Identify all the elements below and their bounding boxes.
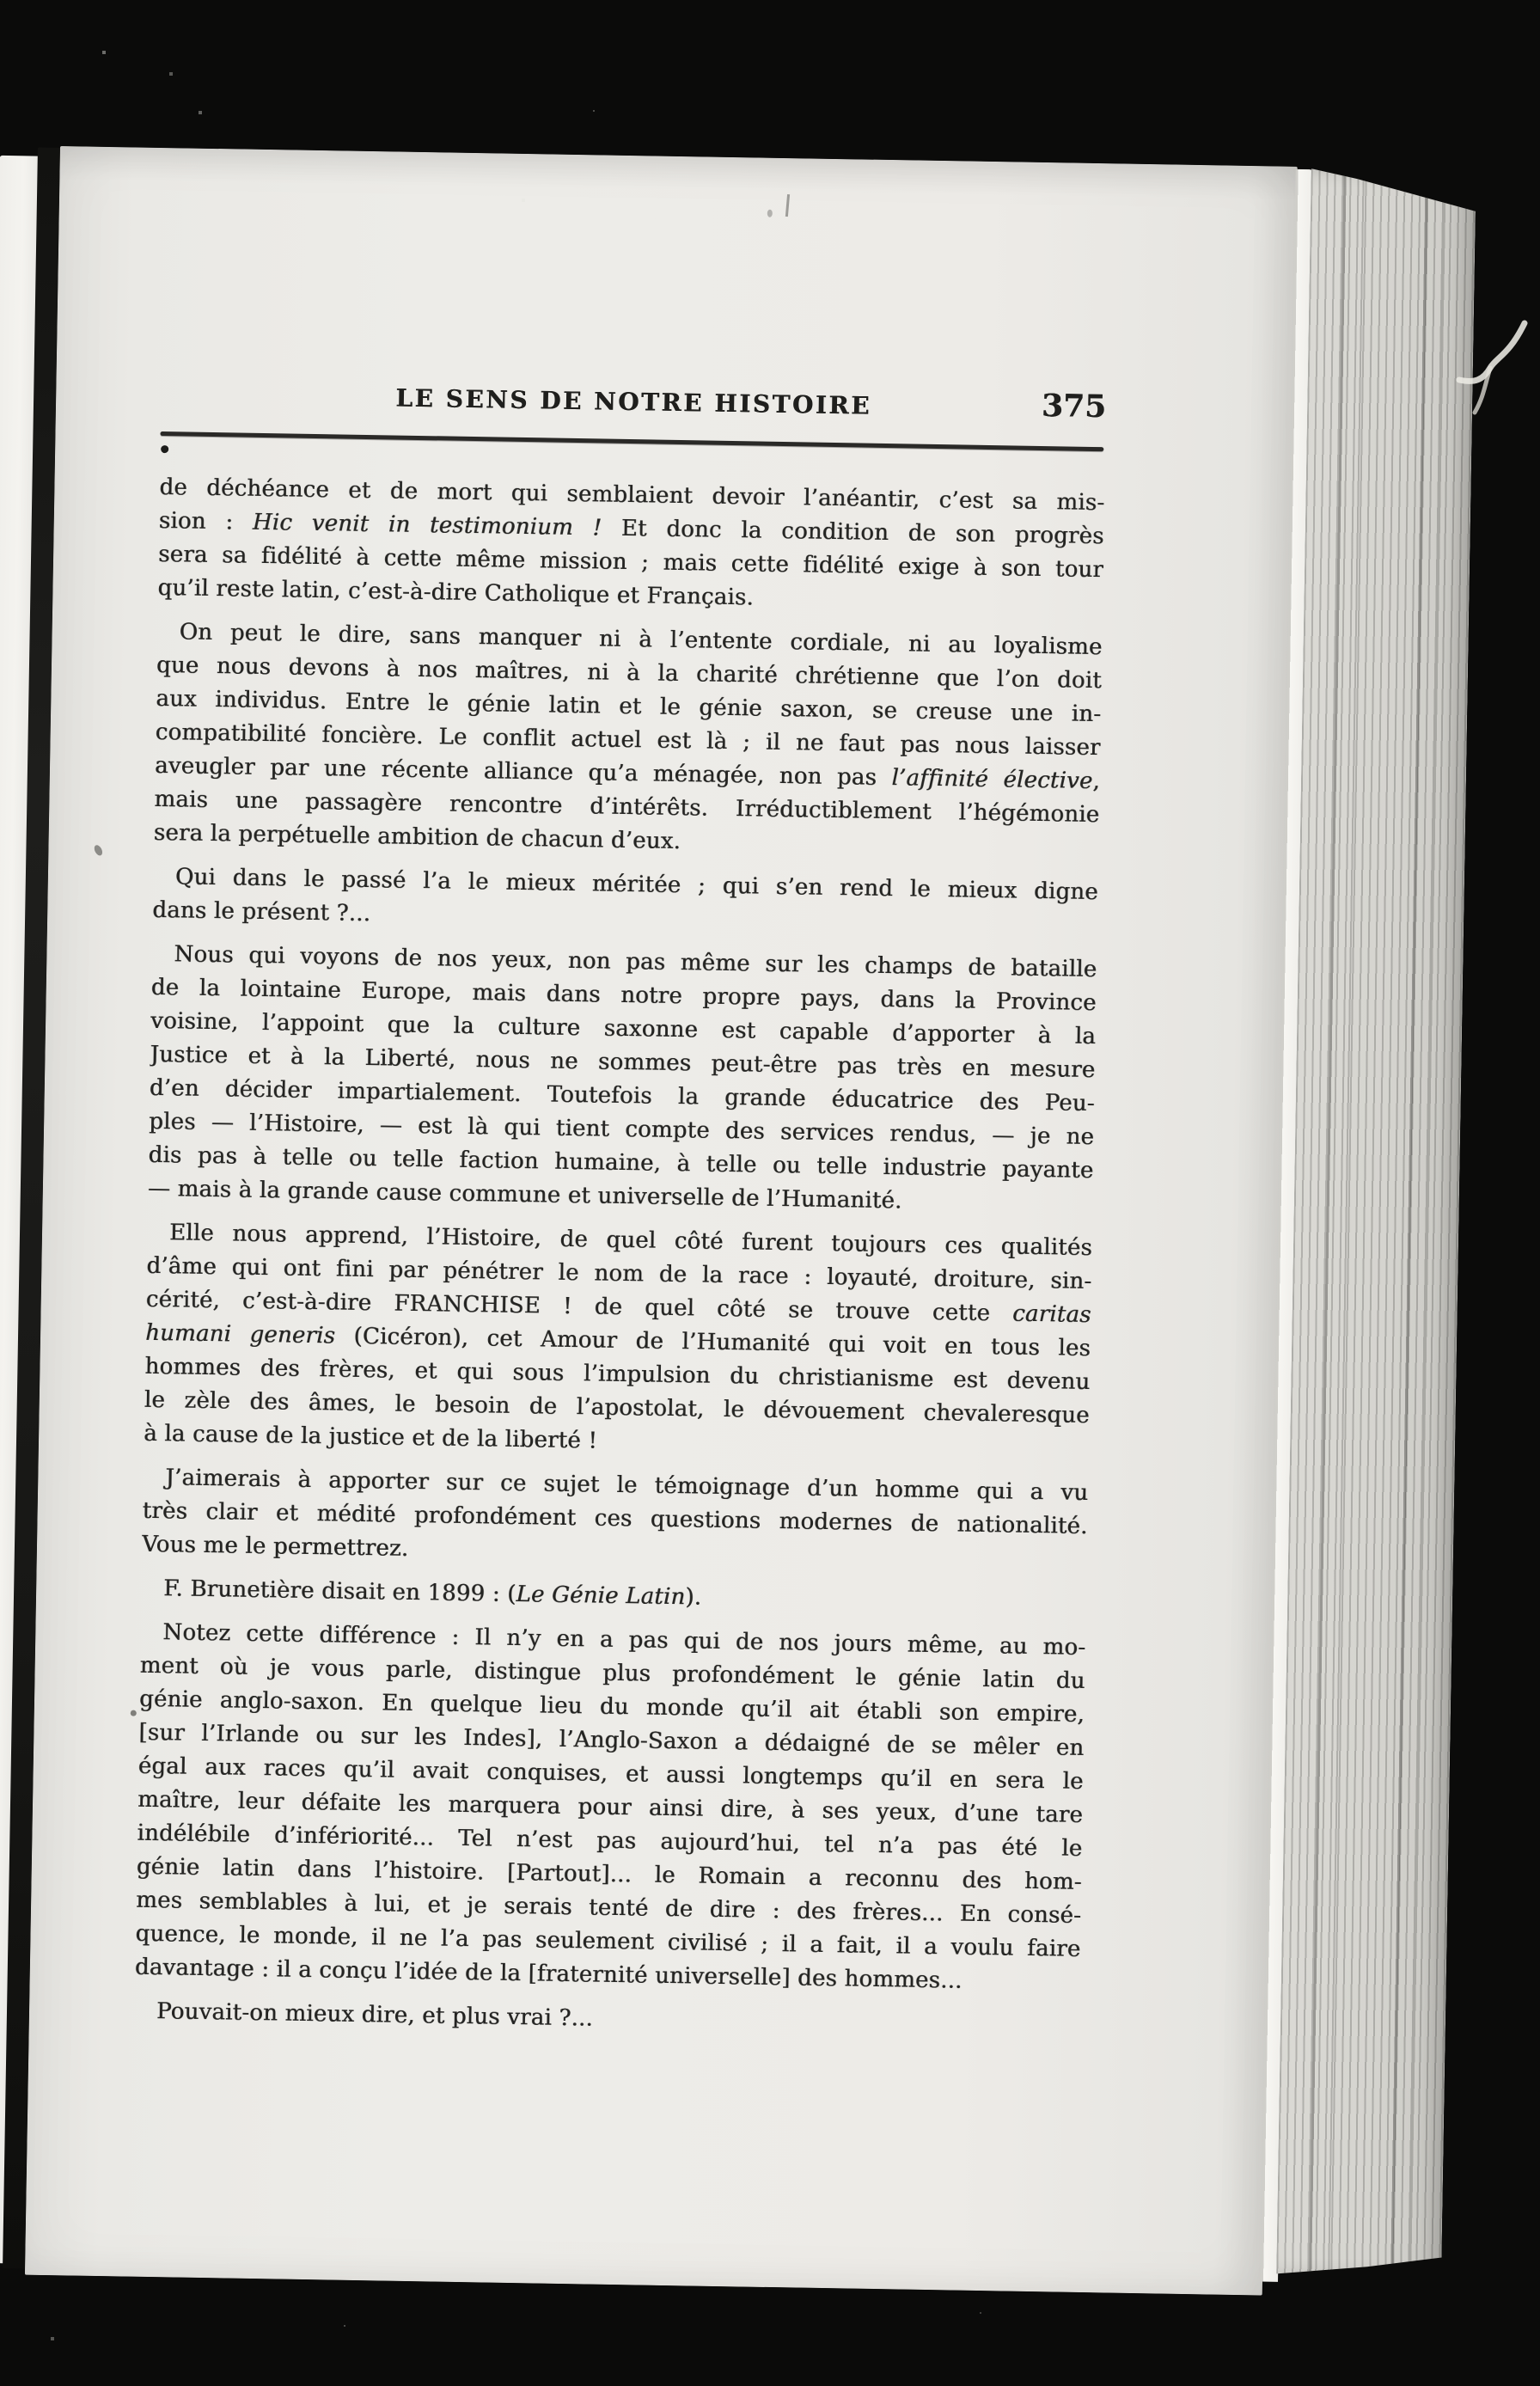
text-run: sera sa fidélité à cette même mission ; mais cette fidélité exige à son tour: [157, 541, 1104, 584]
text-run: le zèle des âmes, le besoin de l’apostolat, le dévouement chevaleresque: [144, 1386, 1090, 1429]
text-run: de déchéance et de mort qui semblaient devoir l’anéantir, c’est sa mis-: [159, 474, 1105, 517]
text-run: quence, le monde, il ne l’a pas seulement civilisé ; il a fait, il a voulu faire: [135, 1920, 1081, 1962]
paragraph: [134, 1995, 1079, 2044]
scan-artifact: [785, 194, 790, 217]
text-run: Pouvait-on mieux dire, et plus vrai ?...: [156, 1998, 594, 2032]
text-run: Justice et à la Liberté, nous ne sommes peut-être pas très en mesure: [150, 1041, 1096, 1084]
text-run: compatibilité foncière. Le conflit actuel est là ; il ne faut pas nous laisser: [155, 719, 1101, 762]
text-run: qu’il reste latin, c’est-à-dire Catholique et Français.: [157, 574, 755, 611]
paper-fiber: [1449, 316, 1531, 419]
paragraph: [142, 1461, 1089, 1577]
text-run: mais une passagère rencontre d’intérêts. Irréductiblement l’hégémonie: [154, 786, 1100, 829]
text-run: indélébile d’infériorité... Tel n’est pas aujourd’hui, tel n’a pas été le: [137, 1820, 1083, 1862]
page-number: 375: [1041, 387, 1107, 425]
italic-text-run: caritas: [1011, 1300, 1091, 1329]
text-run: Elle nous apprend, l’Histoire, de quel côté furent toujours ces qualités: [168, 1220, 1093, 1262]
text-run: maître, leur défaite les marquera pour ainsi dire, à ses yeux, d’une tare: [137, 1786, 1084, 1828]
text-run: Notez cette différence : Il n’y en a pas qui de nos jours même, au mo-: [162, 1619, 1086, 1661]
text-run: Et donc la condition de son progrès: [601, 515, 1104, 550]
text-run: [sur l’Irlande ou sur les Indes], l’Anglo-Saxon a dédaigné de se mêler en: [138, 1719, 1085, 1762]
text-line: [134, 1995, 1079, 2044]
text-run: Vous me le permettrez.: [141, 1531, 409, 1562]
dust-specks: [0, 0, 2, 2]
running-header: [161, 370, 1107, 430]
text-run: — mais à la grande cause commune et universelle de l’Humanité.: [147, 1175, 902, 1214]
text-run: mes semblables à lui, et je serais tenté de dire : des frères... En consé-: [135, 1887, 1082, 1929]
page-body-text: [134, 471, 1105, 2044]
text-run: sera la perpétuelle ambition de chacun d’eux.: [153, 819, 681, 855]
fore-edge-stack: [1276, 168, 1476, 2279]
page-title: LE SENS DE NOTRE HISTOIRE: [395, 383, 872, 420]
italic-text-run: Hic venit in testimonium !: [252, 509, 602, 541]
paragraph: [148, 938, 1097, 1221]
paragraph: [152, 860, 1098, 943]
text-run: voisine, l’appoint que la culture saxonne est capable d’apporter à la: [150, 1007, 1097, 1050]
text-run: cérité, c’est-à-dire FRANCHISE ! de quel côté se trouve cette: [145, 1286, 1013, 1327]
text-run: de la lointaine Europe, mais dans notre propre pays, dans la Province: [150, 974, 1097, 1017]
italic-text-run: Le Génie Latin: [516, 1581, 686, 1611]
text-run: ,: [1092, 768, 1101, 795]
text-run: sion :: [158, 507, 254, 535]
text-run: dis pas à telle ou telle faction humaine, à telle ou telle industrie payante: [148, 1141, 1094, 1184]
text-run: F. Brunetière disait en 1899 : (: [162, 1575, 516, 1608]
text-run: dans le présent ?...: [152, 896, 371, 927]
paragraph: [157, 471, 1104, 621]
text-run: ment où je vous parle, distingue plus profondément le génie latin du: [139, 1652, 1085, 1695]
text-run: (Cicéron), cet Amour de l’Humanité qui voit en tous les: [334, 1323, 1091, 1362]
text-run: très clair et médité profondément ces questions modernes de nationalité.: [142, 1497, 1088, 1540]
text-run: ).: [685, 1584, 702, 1611]
paragraph: [141, 1572, 1086, 1621]
book-page: [25, 146, 1298, 2296]
text-run: J’aimerais à apporter sur ce sujet le témoignage d’un homme qui a vu: [165, 1465, 1089, 1507]
paragraph: [153, 615, 1102, 866]
text-run: que nous devons à nos maîtres, ni à la charité chrétienne que l’on doit: [156, 652, 1103, 694]
scan-artifact: [93, 844, 104, 857]
text-run: ples — l’Histoire, — est là qui tient compte des services rendus, — je ne: [148, 1108, 1095, 1151]
text-run: génie anglo-saxon. En quelque lieu du monde qu’il ait établi son empire,: [138, 1685, 1085, 1728]
text-run: égal aux races qu’il avait conquises, et aussi longtemps qu’il en sera le: [138, 1753, 1084, 1795]
italic-text-run: l’affinité élective: [891, 765, 1093, 795]
scan-artifact: [131, 1710, 137, 1716]
text-run: Qui dans le passé l’a le mieux méritée ; qui s’en rend le mieux digne: [174, 864, 1099, 906]
ink-speck: [161, 445, 168, 453]
text-run: aveugler par une récente alliance qu’a ménagée, non pas: [154, 752, 892, 792]
text-run: On peut le dire, sans manquer ni à l’entente cordiale, ni au loyalisme: [179, 619, 1103, 661]
paragraph: [135, 1616, 1086, 2000]
text-line: [141, 1572, 1086, 1621]
paragraph: [144, 1216, 1092, 1466]
text-run: Nous qui voyons de nos yeux, non pas même sur les champs de bataille: [174, 941, 1097, 983]
header-rule: [160, 431, 1103, 451]
text-run: aux individus. Entre le génie latin et le génie saxon, se creuse une in-: [156, 685, 1102, 728]
text-run: davantage : il a conçu l’idée de la [fraternité universelle] des hommes...: [134, 1954, 962, 1994]
text-run: génie latin dans l’histoire. [Partout]... le Romain a reconnu des hom-: [136, 1853, 1082, 1895]
text-run: d’âme qui ont fini par pénétrer le nom de la race : loyauté, droiture, sin-: [146, 1252, 1092, 1295]
text-run: à la cause de la justice et de la liberté !: [143, 1420, 598, 1454]
text-run: d’en décider impartialement. Toutefois la grande éducatrice des Peu-: [149, 1074, 1095, 1117]
scan-artifact: [767, 210, 773, 217]
text-run: hommes des frères, et qui sous l’impulsion du christianisme est devenu: [144, 1353, 1091, 1396]
italic-text-run: humani generis: [144, 1319, 336, 1349]
